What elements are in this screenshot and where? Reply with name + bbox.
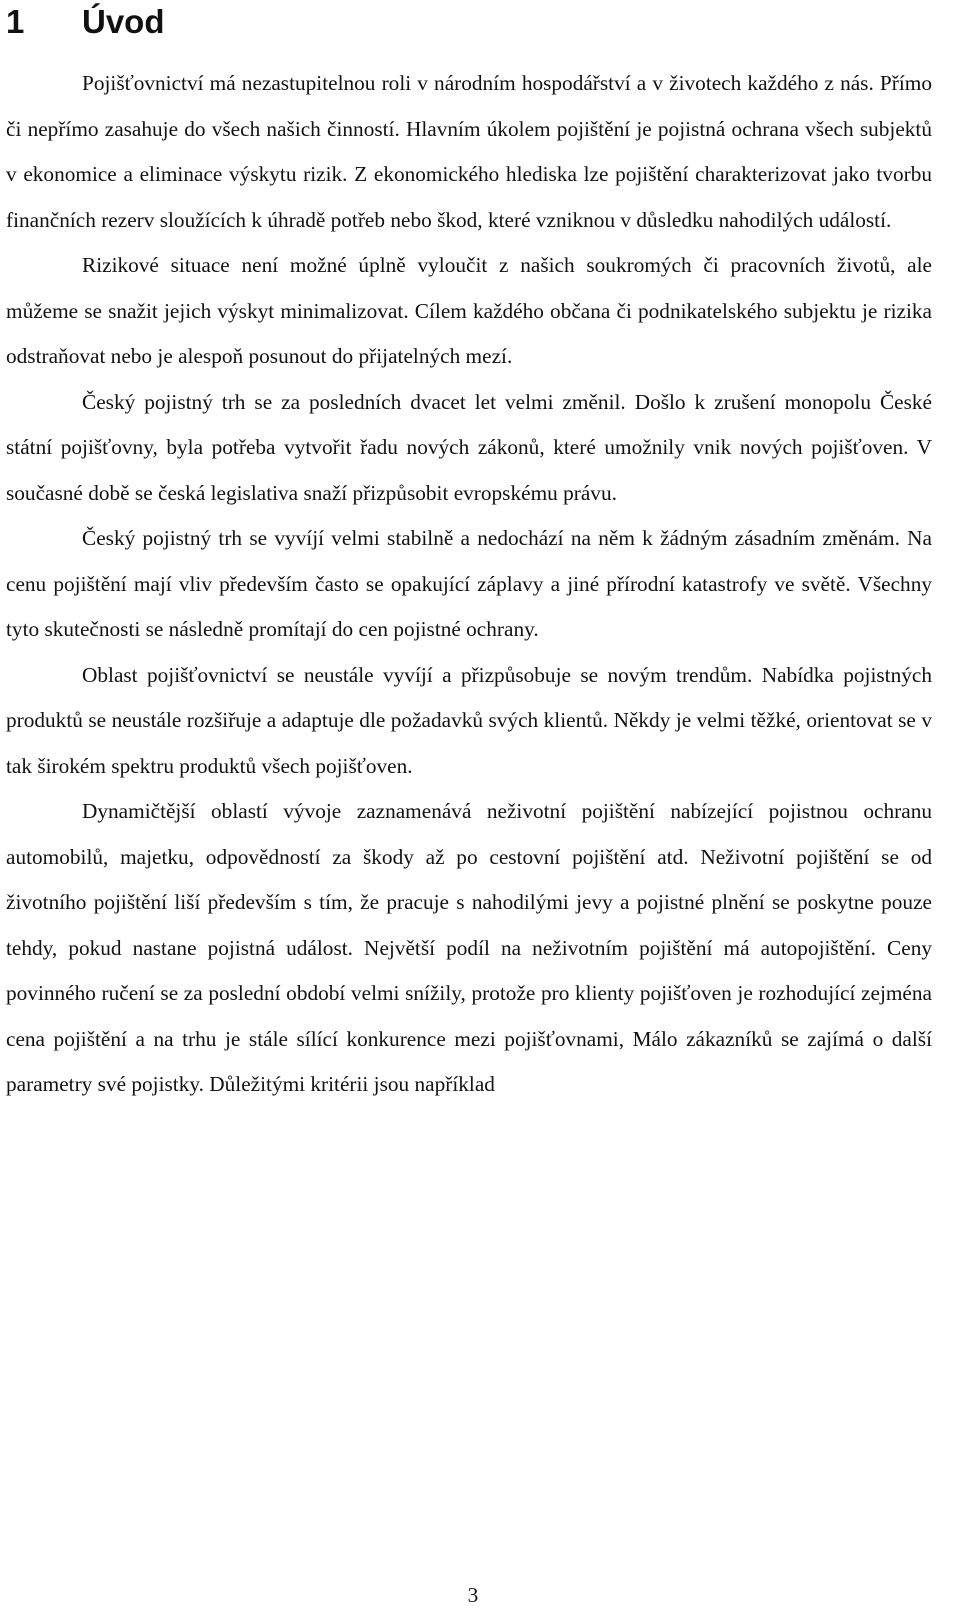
paragraph-2: Rizikové situace není možné úplně vyloučit z našich soukromých či pracovních životů, ale můžeme se snažit jejich výskyt minimalizovat. Cílem každého občana či podnikatelského subjektu je rizika odstraňovat nebo je alespoň posunout do přijatelných mezí.	[6, 253, 932, 368]
paragraph-6: Dynamičtější oblastí vývoje zaznamenává neživotní pojištění nabízející pojistnou ochranu automobilů, majetku, odpovědností za škody až po cestovní pojištění atd. Neživotní pojištění se od životního pojištění liší především s tím, že pracuje s nahodilými jevy a pojistné plnění se poskytne pouze tehdy, pokud nastane pojistná událost. Největší podíl na neživotním pojištění má autopojištění. Ceny povinného ručení se za poslední období velmi snížily, protože pro klienty pojišťoven je rozhodující zejména cena pojištění a na trhu je stále sílící konkurence mezi pojišťovnami, Málo zákazníků se zajímá o další parametry své pojistky. Důležitými kritérii jsou například	[6, 799, 932, 1096]
chapter-body	[6, 61, 932, 1108]
paragraph-4: Český pojistný trh se vyvíjí velmi stabilně a nedochází na něm k žádným zásadním změnám. Na cenu pojištění mají vliv především často se opakující záplavy a jiné přírodní katastrofy ve světě. Všechny tyto skutečnosti se následně promítají do cen pojistné ochrany.	[6, 526, 932, 641]
paragraph-3: Český pojistný trh se za posledních dvacet let velmi změnil. Došlo k zrušení monopolu České státní pojišťovny, byla potřeba vytvořit řadu nových zákonů, které umožnily vnik nových pojišťoven. V současné době se česká legislativa snaží přizpůsobit evropskému právu.	[6, 389, 932, 505]
paragraph-1: Pojišťovnictví má nezastupitelnou roli v národním hospodářství a v životech každého z nás. Přímo či nepřímo zasahuje do všech našich činností. Hlavním úkolem pojištění je pojistná ochrana všech subjektů v ekonomice a eliminace výskytu rizik. Z ekonomického hlediska lze pojištění charakterizovat jako tvorbu finančních rezerv sloužících k úhradě potřeb nebo škod, které vzniknou v důsledku nahodilých událostí.	[6, 71, 932, 232]
page-number: 3	[467, 1583, 479, 1607]
chapter-heading	[6, 0, 165, 44]
chapter-title: Úvod	[82, 3, 165, 40]
paragraph-5: Oblast pojišťovnictví se neustále vyvíjí a přizpůsobuje se novým trendům. Nabídka pojistných produktů se neustále rozšiřuje a adaptuje dle požadavků svých klientů. Někdy je velmi těžké, orientovat se v tak širokém spektru produktů všech pojišťoven.	[6, 662, 932, 778]
chapter-number: 1	[6, 3, 25, 40]
